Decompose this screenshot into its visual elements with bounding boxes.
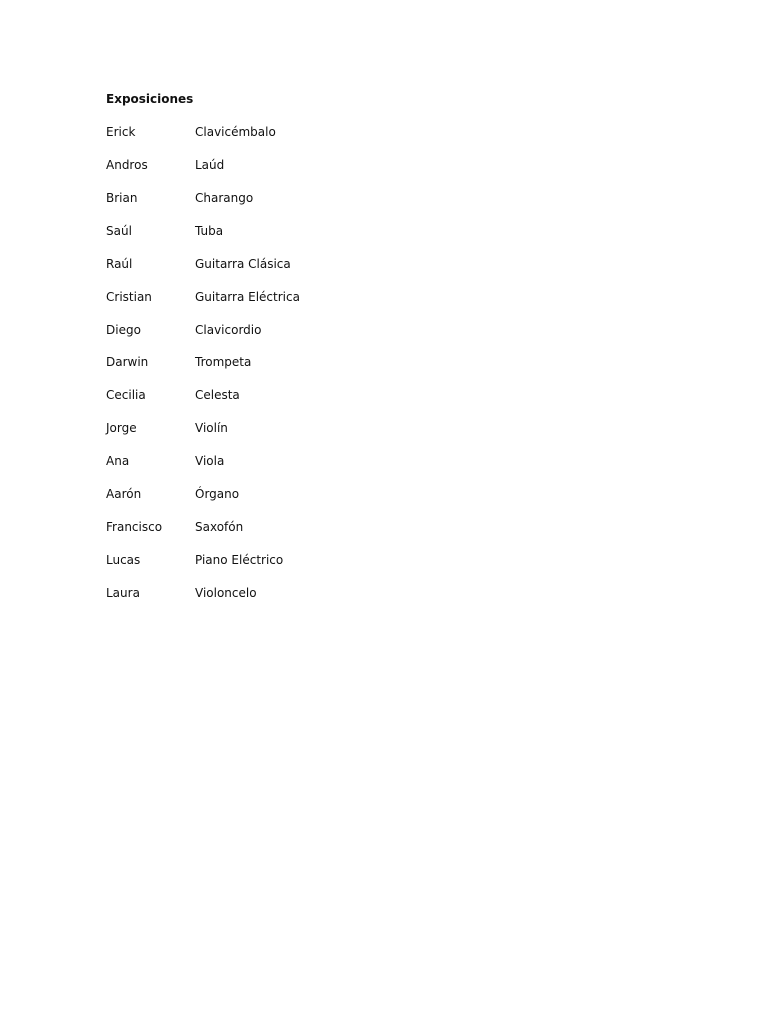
student-name: Ana bbox=[106, 454, 130, 469]
instrument-name: Violoncelo bbox=[195, 585, 257, 600]
list-item bbox=[106, 223, 506, 240]
list-item bbox=[106, 453, 506, 470]
instrument-name: Charango bbox=[195, 190, 254, 205]
list-item bbox=[106, 124, 506, 141]
student-name: Cecilia bbox=[106, 388, 146, 403]
document-content bbox=[106, 91, 506, 618]
list-item bbox=[106, 289, 506, 306]
instrument-name: Trompeta bbox=[195, 355, 252, 370]
list-item bbox=[106, 420, 506, 437]
list-item bbox=[106, 486, 506, 503]
list-item bbox=[106, 322, 506, 339]
instrument-name: Laúd bbox=[195, 157, 225, 172]
student-name: Brian bbox=[106, 190, 138, 205]
instrument-name: Órgano bbox=[195, 487, 240, 502]
list-item bbox=[106, 585, 506, 602]
list-item bbox=[106, 552, 506, 569]
instrument-name: Saxofón bbox=[195, 520, 244, 535]
instrument-name: Clavicordio bbox=[195, 322, 262, 337]
page-title: Exposiciones bbox=[106, 92, 194, 106]
instrument-name: Celesta bbox=[195, 388, 240, 403]
list-item bbox=[106, 256, 506, 273]
instrument-name: Tuba bbox=[195, 223, 224, 238]
student-name: Erick bbox=[106, 125, 136, 139]
instrument-name: Viola bbox=[195, 454, 225, 469]
student-name: Jorge bbox=[106, 421, 137, 436]
list-item bbox=[106, 157, 506, 174]
student-name: Saúl bbox=[106, 223, 132, 238]
list-item bbox=[106, 519, 506, 536]
list-item bbox=[106, 387, 506, 404]
instrument-name: Clavicémbalo bbox=[195, 125, 276, 139]
instrument-name: Piano Eléctrico bbox=[195, 552, 284, 567]
list-item bbox=[106, 190, 506, 207]
assignment-list bbox=[106, 124, 506, 602]
list-item bbox=[106, 354, 506, 371]
instrument-name: Guitarra Clásica bbox=[195, 256, 291, 271]
instrument-name: Violín bbox=[195, 421, 228, 436]
student-name: Lucas bbox=[106, 552, 141, 567]
student-name: Darwin bbox=[106, 355, 149, 370]
student-name: Cristian bbox=[106, 289, 152, 304]
student-name: Raúl bbox=[106, 256, 133, 271]
student-name: Diego bbox=[106, 322, 141, 337]
student-name: Andros bbox=[106, 157, 148, 172]
student-name: Francisco bbox=[106, 520, 163, 535]
student-name: Laura bbox=[106, 585, 140, 600]
student-name: Aarón bbox=[106, 487, 142, 502]
instrument-name: Guitarra Eléctrica bbox=[195, 289, 300, 304]
